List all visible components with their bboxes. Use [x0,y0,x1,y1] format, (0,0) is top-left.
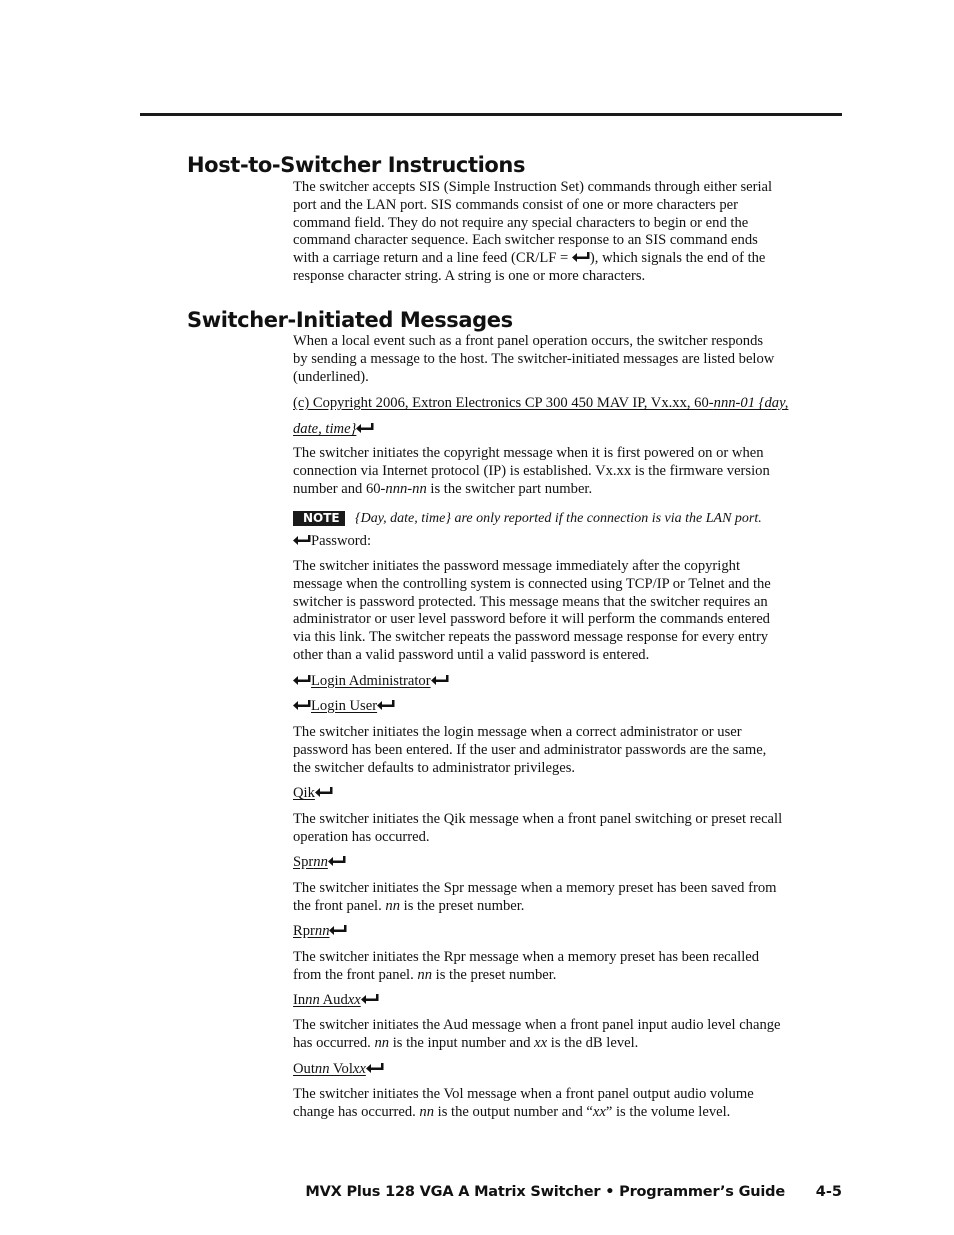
return-icon [572,252,590,263]
return-icon [366,1063,384,1074]
return-icon [293,700,311,711]
password-message: Password: [293,533,371,551]
copyright-description: The switcher initiates the copyright message when it is first powered on or when connection via Internet protocol (IP) is established. Vx.xx is the firmware version number and 60-nnn-nn is the switcher part number. [293,445,770,497]
spr-description: The switcher initiates the Spr message when a memory preset has been saved from the front panel. nn is the preset number. [293,880,777,914]
note-text: {Day, date, time} are only reported if the connection is via the LAN port. [355,511,762,526]
login-admin-message: Login Administrator [293,673,449,691]
footer-title: MVX Plus 128 VGA A Matrix Switcher • Programmer’s Guide [305,1184,785,1200]
section-heading-host-to-switcher: Host-to-Switcher Instructions [187,153,526,177]
login-description: The switcher initiates the login message when a correct administrator or user password has been entered. If the user and administrator passwords are the same, the switcher defaults to administrator privileges. [293,724,767,776]
section-heading-switcher-initiated: Switcher-Initiated Messages [187,308,513,332]
page-footer [0,1184,954,1204]
return-icon [315,787,333,798]
copyright-message: (c) Copyright 2006, Extron Electronics CP 300 450 MAV IP, Vx.xx, 60-nnn-01 {day, date, time} [293,395,789,437]
return-icon [431,675,449,686]
return-icon [361,994,379,1005]
return-icon [356,423,374,434]
aud-description: The switcher initiates the Aud message when a front panel input audio level change has occurred. nn is the input number and xx is the dB level. [293,1017,781,1051]
rpr-description: The switcher initiates the Rpr message when a memory preset has been recalled from the front panel. nn is the preset number. [293,949,760,983]
return-icon [293,535,311,546]
aud-message: Innn Audxx [293,992,379,1010]
switcher-initiated-intro: When a local event such as a front panel operation occurs, the switcher responds by sending a message to the host. The switcher-initiated messages are listed below (underlined). [293,333,775,385]
host-to-switcher-paragraph: The switcher accepts SIS (Simple Instruction Set) commands through either serial port and the LAN port. SIS commands consist of one or more characters per command field. They do not require any special characters to begin or end the command character sequence. Each switcher response to an SIS command ends with a carriage return and a line feed (CR/LF = ), which signals the end of the response character string. A string is one or more characters. [293,179,773,284]
note-badge: NOTE [293,511,345,526]
vol-message: Outnn Volxx [293,1061,384,1079]
note-callout [293,509,762,527]
return-icon [328,856,346,867]
login-user-message: Login User [293,698,395,716]
return-icon [377,700,395,711]
vol-description: The switcher initiates the Vol message when a front panel output audio volume change has occurred. nn is the output number and “xx” is the volume level. [293,1086,754,1120]
qik-message: Qik [293,785,333,803]
header-rule [140,113,842,116]
return-icon [293,675,311,686]
return-icon [329,925,347,936]
rpr-message: Rprnn [293,923,347,941]
qik-description: The switcher initiates the Qik message when a front panel switching or preset recall operation has occurred. [293,811,783,845]
password-description: The switcher initiates the password message immediately after the copyright message when the controlling system is connected using TCP/IP or Telnet and the switcher is password protected. This message means that the switcher requires an administrator or user level password before it will perform the commands entered via this link. The switcher repeats the password message response for every entry other than a valid password until a valid password is entered. [293,558,771,663]
spr-message: Sprnn [293,854,346,872]
page-number: 4-5 [815,1184,842,1200]
